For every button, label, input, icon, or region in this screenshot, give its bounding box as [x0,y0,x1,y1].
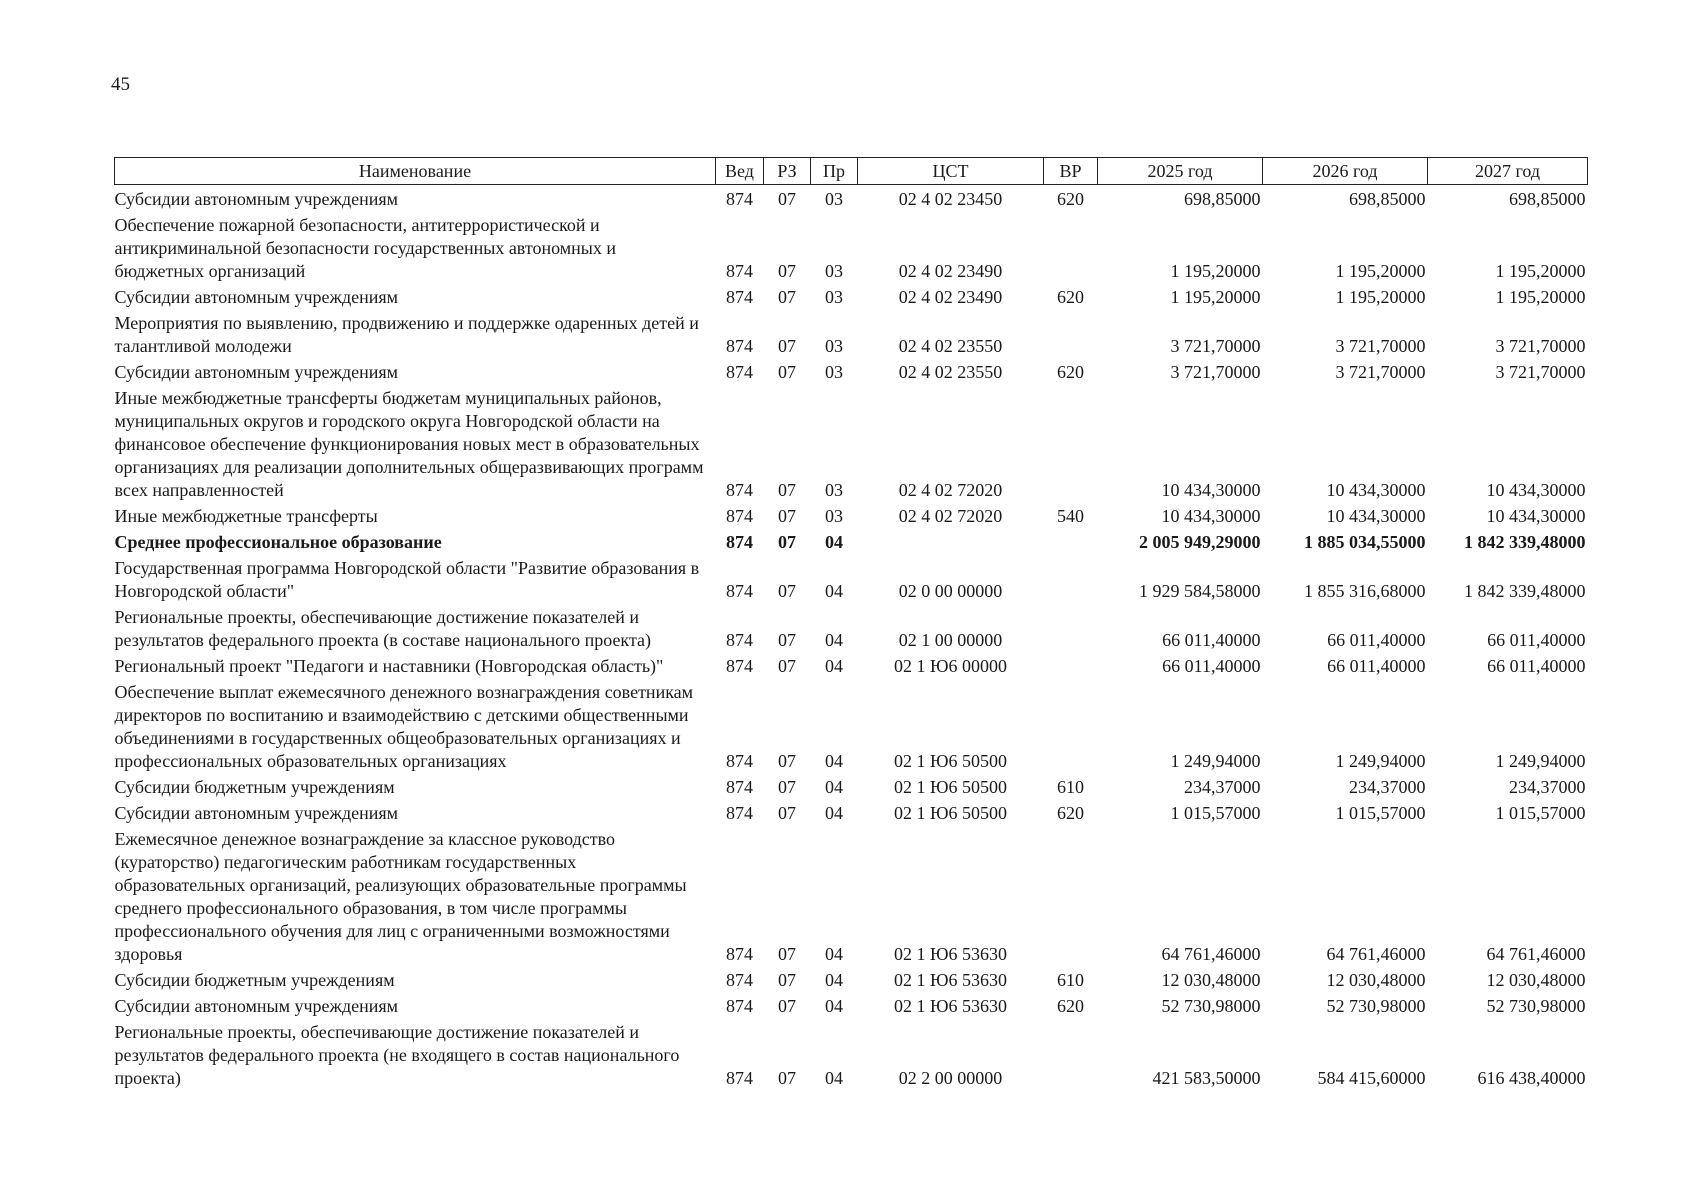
table-row [115,185,1588,212]
cell-name: Субсидии бюджетным учреждениям [114,970,395,990]
cell-ved: 874 [726,996,753,1016]
cell-vr [1044,309,1098,358]
cell-pr: 04 [825,630,843,650]
cell-2027: 66 011,40000 [1487,656,1586,676]
table-row [115,309,1588,358]
cell-pr: 03 [825,261,843,281]
cell-ved: 874 [726,532,753,552]
header-row [115,158,1588,185]
cell-cst [858,528,1044,554]
cell-rz: 07 [778,751,796,771]
cell-name: Мероприятия по выявлению, продвижению и поддержке одаренных детей и талантливой молодежи [114,313,699,356]
cell-2026: 698,85000 [1349,189,1426,209]
cell-2027: 698,85000 [1509,189,1586,209]
cell-name: Субсидии автономным учреждениям [114,996,399,1016]
cell-cst: 02 4 02 23550 [898,362,1003,382]
cell-2027: 66 011,40000 [1487,630,1586,650]
cell-ved: 874 [726,189,753,209]
cell-pr: 04 [825,777,843,797]
header-ved: Вед [716,158,764,185]
cell-pr: 04 [825,996,843,1016]
cell-2026: 1 855 316,68000 [1304,581,1426,601]
cell-rz: 07 [778,630,796,650]
cell-cst: 02 1 Ю6 00000 [893,656,1007,676]
table-row [115,799,1588,825]
cell-ved: 874 [726,506,753,526]
table-body [115,185,1588,1091]
cell-2026: 584 415,60000 [1317,1068,1426,1088]
cell-vr: 620 [1057,996,1084,1016]
cell-vr [1044,603,1098,652]
cell-rz: 07 [778,532,796,552]
cell-pr: 04 [825,656,843,676]
cell-name: Субсидии автономным учреждениям [114,287,399,307]
cell-ved: 874 [726,751,753,771]
cell-2025: 66 011,40000 [1162,630,1261,650]
cell-vr [1044,652,1098,678]
cell-vr: 610 [1057,777,1084,797]
cell-2026: 1 015,57000 [1335,803,1426,823]
table-row [115,992,1588,1018]
cell-ved: 874 [726,480,753,500]
cell-rz: 07 [778,506,796,526]
cell-pr: 04 [825,581,843,601]
cell-pr: 04 [825,751,843,771]
cell-cst: 02 2 00 00000 [898,1068,1003,1088]
cell-2026: 10 434,30000 [1326,480,1426,500]
cell-cst: 02 4 02 23550 [898,336,1003,356]
cell-pr: 03 [825,189,843,209]
cell-2026: 52 730,98000 [1326,996,1426,1016]
cell-2025: 52 730,98000 [1161,996,1261,1016]
cell-2025: 421 583,50000 [1152,1068,1261,1088]
cell-ved: 874 [726,803,753,823]
cell-name: Иные межбюджетные трансферты бюджетам муниципальных районов, муниципальных округов и городского округа Новгородской области на финансовое обеспечение функционирования новых мест в образовательных организациях для реализации дополнительных общеразвивающих программ всех направленностей [114,388,704,500]
cell-2026: 66 011,40000 [1327,656,1426,676]
table-row [115,384,1588,502]
cell-rz: 07 [778,362,796,382]
cell-name: Среднее профессиональное образование [114,532,442,552]
cell-2025: 12 030,48000 [1161,970,1261,990]
cell-rz: 07 [778,480,796,500]
cell-cst: 02 1 Ю6 50500 [893,803,1007,823]
cell-2025: 66 011,40000 [1162,656,1261,676]
header-2026: 2026 год [1263,158,1428,185]
cell-2026: 64 761,46000 [1326,944,1426,964]
cell-2027: 1 015,57000 [1495,803,1586,823]
table-row [115,358,1588,384]
cell-2025: 1 015,57000 [1170,803,1261,823]
cell-2027: 616 438,40000 [1477,1068,1586,1088]
table-header [115,158,1588,185]
cell-2026: 1 195,20000 [1335,287,1426,307]
cell-rz: 07 [778,287,796,307]
cell-rz: 07 [778,261,796,281]
cell-rz: 07 [778,336,796,356]
cell-2027: 3 721,70000 [1495,362,1586,382]
cell-cst: 02 4 02 72020 [898,506,1003,526]
cell-cst: 02 1 Ю6 50500 [893,777,1007,797]
cell-pr: 03 [825,506,843,526]
cell-2027: 1 195,20000 [1495,261,1586,281]
cell-2026: 1 249,94000 [1335,751,1426,771]
header-2025: 2025 год [1098,158,1263,185]
cell-rz: 07 [778,996,796,1016]
cell-2027: 64 761,46000 [1486,944,1586,964]
cell-2025: 1 195,20000 [1170,287,1261,307]
cell-vr: 620 [1057,189,1084,209]
cell-2027: 10 434,30000 [1486,480,1586,500]
cell-pr: 03 [825,287,843,307]
cell-2026: 1 195,20000 [1335,261,1426,281]
cell-2025: 1 929 584,58000 [1139,581,1261,601]
cell-ved: 874 [726,656,753,676]
cell-ved: 874 [726,970,753,990]
cell-cst: 02 1 Ю6 53630 [893,944,1007,964]
cell-vr [1044,678,1098,773]
cell-rz: 07 [778,189,796,209]
cell-pr: 04 [825,803,843,823]
cell-ved: 874 [726,1068,753,1088]
table-row [115,554,1588,603]
cell-vr [1044,384,1098,502]
table-row [115,528,1588,554]
cell-cst: 02 4 02 23490 [898,261,1003,281]
cell-rz: 07 [778,970,796,990]
cell-vr [1044,825,1098,966]
cell-vr: 620 [1057,287,1084,307]
cell-vr: 620 [1057,362,1084,382]
cell-rz: 07 [778,803,796,823]
cell-name: Субсидии автономным учреждениям [114,362,399,382]
cell-ved: 874 [726,336,753,356]
cell-2025: 1 195,20000 [1170,261,1261,281]
table-row [115,502,1588,528]
cell-2026: 66 011,40000 [1327,630,1426,650]
table-row [115,603,1588,652]
header-rz: РЗ [764,158,811,185]
page-number: 45 [111,74,130,95]
budget-table-container [114,157,1587,1090]
cell-name: Субсидии автономным учреждениям [114,189,399,209]
cell-vr: 610 [1057,970,1084,990]
cell-pr: 04 [825,970,843,990]
cell-rz: 07 [778,1068,796,1088]
cell-2026: 3 721,70000 [1335,336,1426,356]
cell-ved: 874 [726,287,753,307]
cell-2027: 1 195,20000 [1495,287,1586,307]
header-vr: ВР [1044,158,1098,185]
cell-cst: 02 4 02 23490 [898,287,1003,307]
cell-pr: 03 [825,336,843,356]
cell-2025: 10 434,30000 [1161,480,1261,500]
cell-2026: 1 885 034,55000 [1304,532,1426,552]
cell-cst: 02 1 00 00000 [898,630,1003,650]
table-row [115,825,1588,966]
cell-ved: 874 [726,581,753,601]
cell-vr [1044,211,1098,283]
cell-2027: 234,37000 [1509,777,1586,797]
cell-pr: 04 [825,532,843,552]
cell-vr [1044,1018,1098,1090]
header-2027: 2027 год [1428,158,1588,185]
header-pr: Пр [811,158,858,185]
cell-rz: 07 [778,777,796,797]
cell-name: Ежемесячное денежное вознаграждение за классное руководство (кураторство) педагогическим работникам государственных образовательных организаций, реализующих образовательные программы среднего профессионального образования, в том числе программы профессионального обучения для лиц с ограниченными возможностями здоровья [114,829,687,964]
cell-2026: 234,37000 [1349,777,1426,797]
cell-cst: 02 0 00 00000 [898,581,1003,601]
cell-2027: 3 721,70000 [1495,336,1586,356]
cell-2026: 10 434,30000 [1326,506,1426,526]
cell-name: Субсидии автономным учреждениям [114,803,399,823]
cell-pr: 04 [825,1068,843,1088]
cell-cst: 02 1 Ю6 50500 [893,751,1007,771]
cell-cst: 02 1 Ю6 53630 [893,970,1007,990]
cell-name: Региональные проекты, обеспечивающие достижение показателей и результатов федерального проекта (не входящего в состав национального проекта) [114,1022,680,1088]
cell-2026: 3 721,70000 [1335,362,1426,382]
budget-table [114,157,1588,1090]
cell-2025: 3 721,70000 [1170,336,1261,356]
cell-ved: 874 [726,261,753,281]
table-row [115,1018,1588,1090]
cell-pr: 04 [825,944,843,964]
cell-2025: 10 434,30000 [1161,506,1261,526]
cell-ved: 874 [726,362,753,382]
cell-name: Региональный проект "Педагоги и наставники (Новгородская область)" [114,656,664,676]
cell-name: Обеспечение пожарной безопасности, антитеррористической и антикриминальной безопасности государственных автономных и бюджетных организаций [114,215,617,281]
cell-2027: 1 249,94000 [1495,751,1586,771]
cell-ved: 874 [726,777,753,797]
cell-2027: 1 842 339,48000 [1464,581,1586,601]
cell-vr [1044,528,1098,554]
header-cst: ЦСТ [858,158,1044,185]
cell-pr: 03 [825,480,843,500]
cell-vr: 620 [1057,803,1084,823]
cell-2025: 3 721,70000 [1170,362,1261,382]
cell-2025: 1 249,94000 [1170,751,1261,771]
cell-cst: 02 4 02 23450 [898,189,1003,209]
cell-2025: 234,37000 [1184,777,1261,797]
cell-rz: 07 [778,581,796,601]
cell-pr: 03 [825,362,843,382]
cell-2027: 10 434,30000 [1486,506,1586,526]
cell-2025: 64 761,46000 [1161,944,1261,964]
cell-rz: 07 [778,944,796,964]
cell-2027: 52 730,98000 [1486,996,1586,1016]
cell-name: Государственная программа Новгородской области "Развитие образования в Новгородской области" [114,558,700,601]
cell-ved: 874 [726,944,753,964]
cell-name: Обеспечение выплат ежемесячного денежного вознаграждения советникам директоров по воспитанию и взаимодействию с детскими общественными объединениями в государственных общеобразовательных организациях и профессиональных образовательных организациях [114,682,694,771]
cell-2025: 698,85000 [1184,189,1261,209]
cell-vr [1044,554,1098,603]
cell-vr: 540 [1057,506,1084,526]
table-row [115,773,1588,799]
cell-name: Региональные проекты, обеспечивающие достижение показателей и результатов федерального проекта (в составе национального проекта) [114,607,652,650]
cell-2027: 12 030,48000 [1486,970,1586,990]
table-row [115,652,1588,678]
cell-2027: 1 842 339,48000 [1464,532,1586,552]
table-row [115,211,1588,283]
header-name: Наименование [115,158,716,185]
cell-name: Субсидии бюджетным учреждениям [114,777,395,797]
table-row [115,966,1588,992]
cell-2026: 12 030,48000 [1326,970,1426,990]
table-row [115,678,1588,773]
cell-cst: 02 1 Ю6 53630 [893,996,1007,1016]
cell-cst: 02 4 02 72020 [898,480,1003,500]
cell-name: Иные межбюджетные трансферты [114,506,378,526]
cell-rz: 07 [778,656,796,676]
table-row [115,283,1588,309]
cell-ved: 874 [726,630,753,650]
cell-2025: 2 005 949,29000 [1139,532,1261,552]
